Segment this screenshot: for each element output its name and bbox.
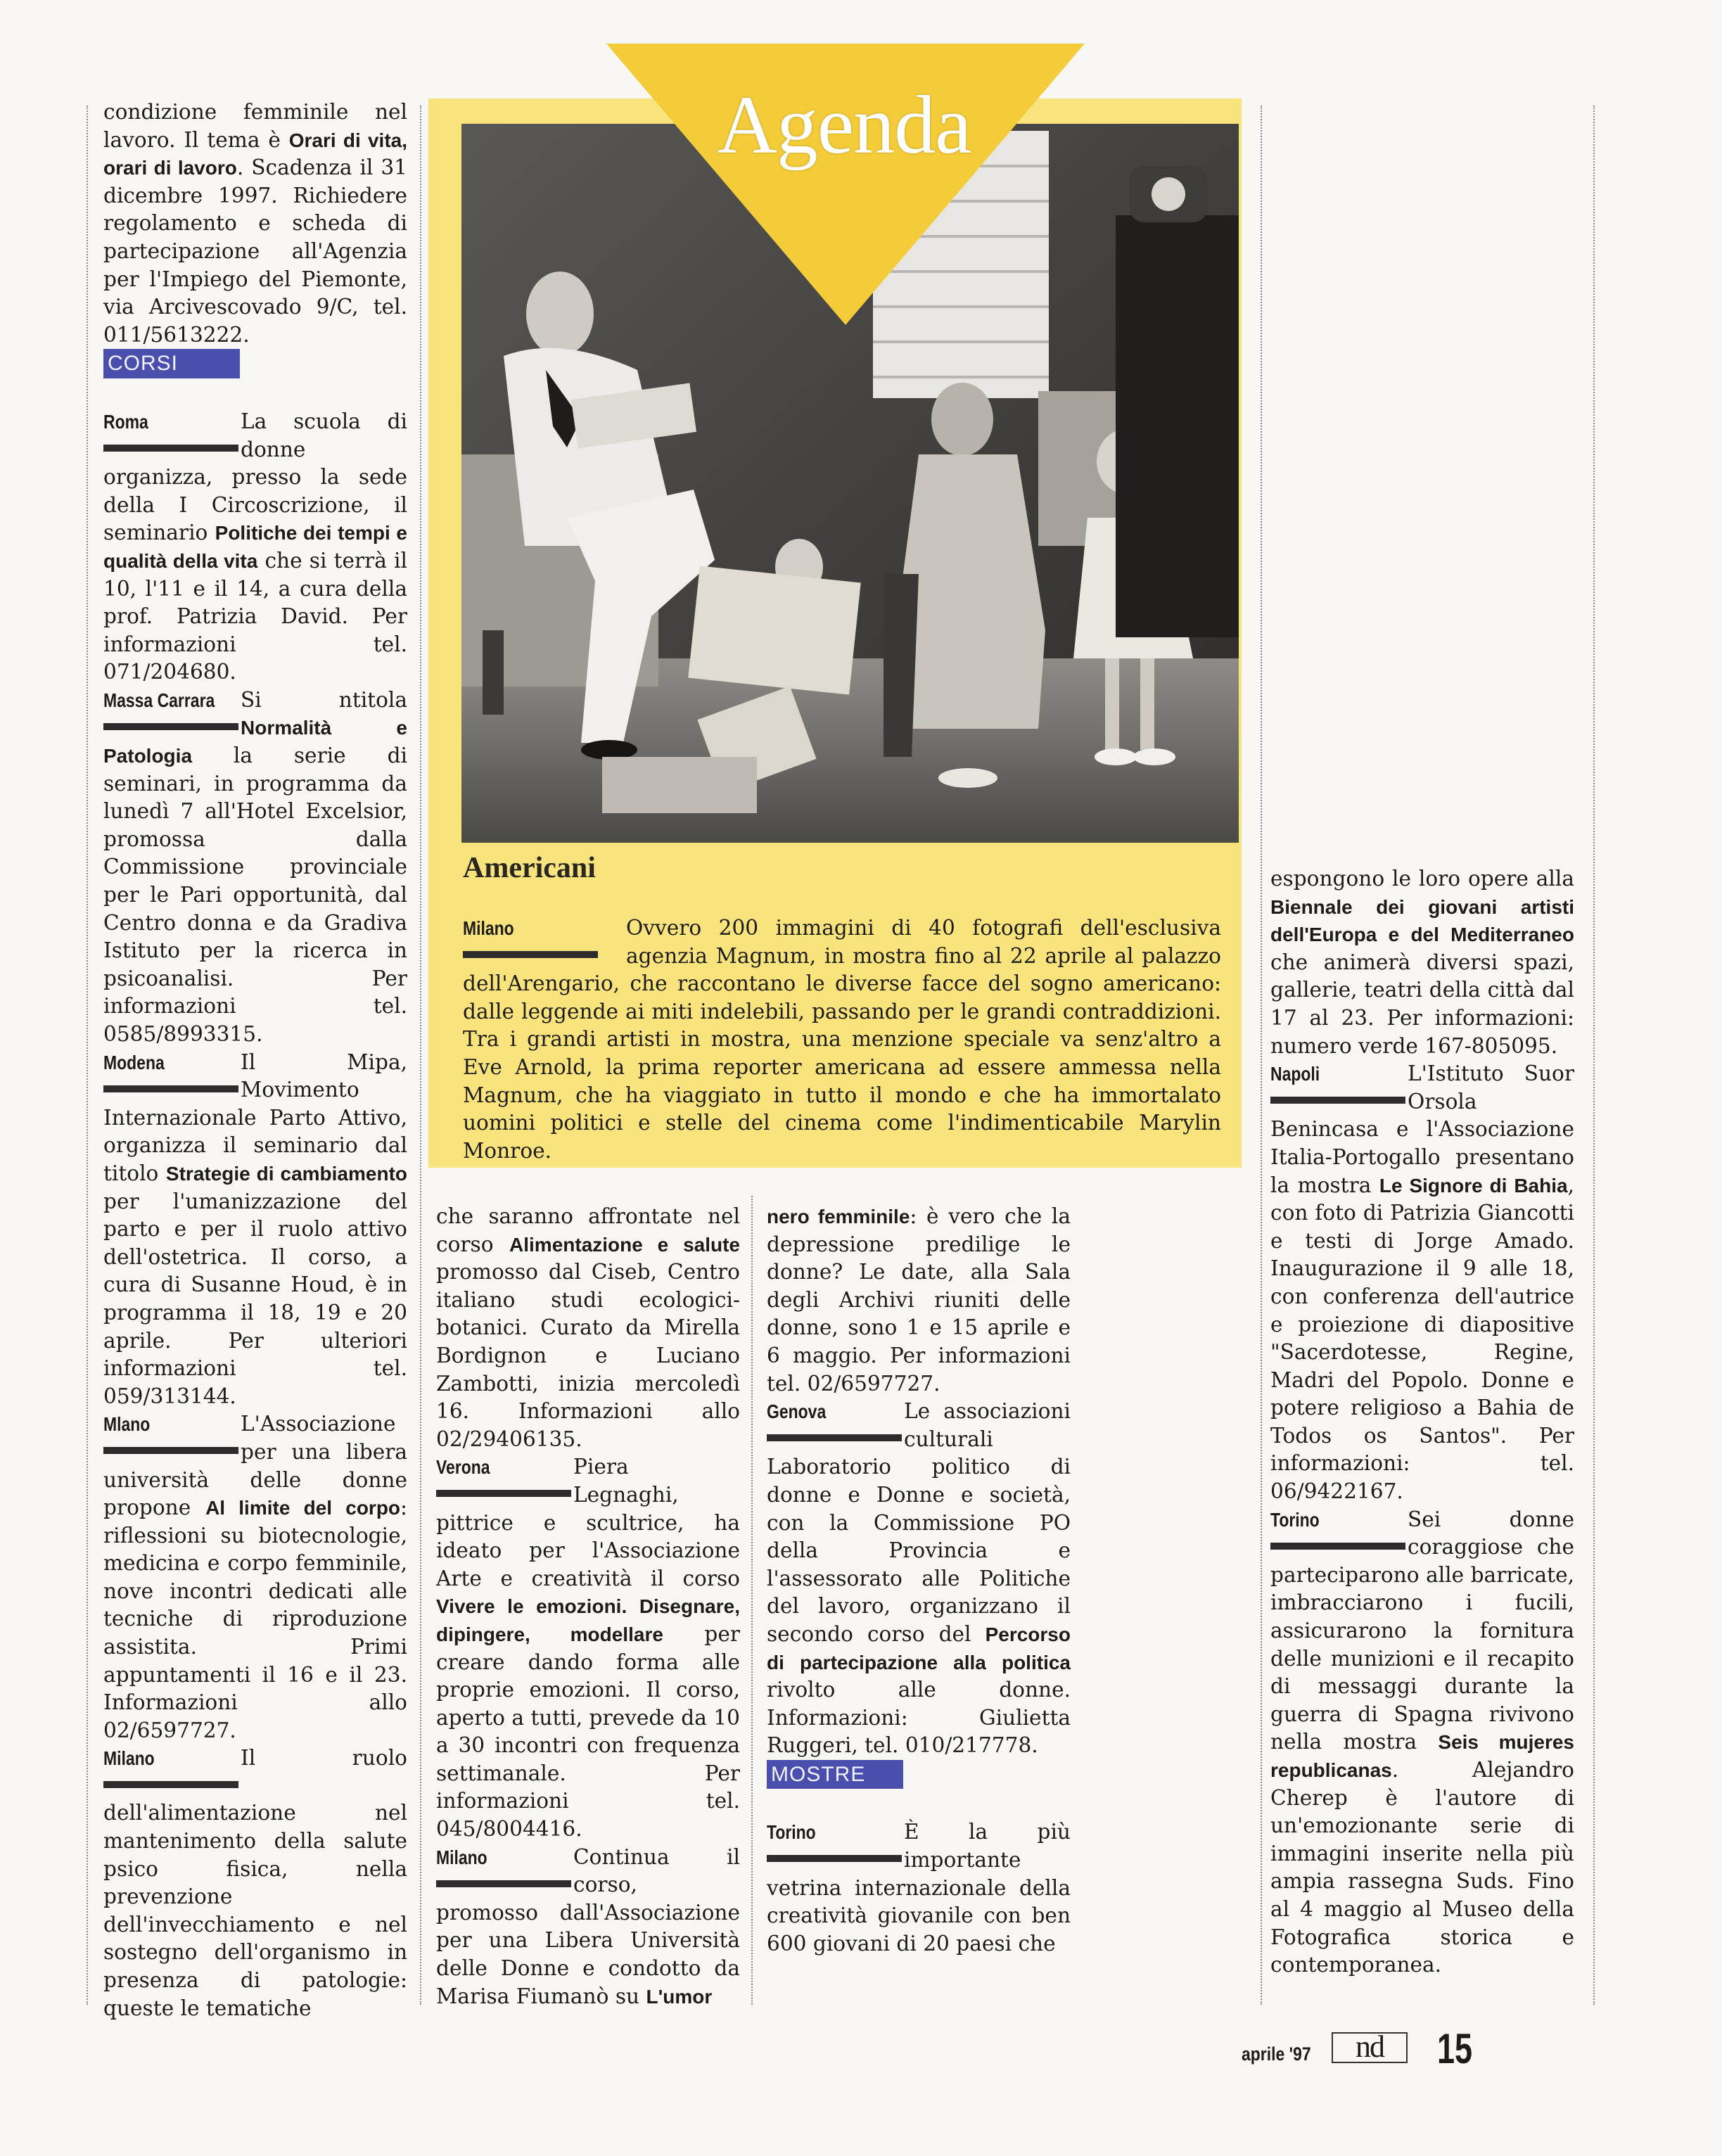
city-name: Modena (103, 1051, 165, 1073)
city-tag (1270, 1506, 1408, 1561)
page-number: 15 (1437, 2025, 1473, 2072)
entry-text: promosso dal Ciseb, Centro italiano studi ecologici-botanici. Curato da Mirella Bordignon e Luciano Zambotti, inizia mercoledì 16. Informazioni allo 02/29406135. (436, 1260, 740, 1451)
entry-text: , con foto di Patrizia Giancotti e testi di Jorge Amado. Inaugurazione il 9 alle 18, con conferenza dell'autrice e proiezione di diapositive "Sacerdotesse, Regine, Madri del Popolo. Donne e potere religioso a Bahia de Todos os Santos". Per informazioni: tel. 06/9422167. (1270, 1173, 1575, 1504)
city-bar (436, 1490, 571, 1497)
city-name: Torino (767, 1821, 816, 1844)
entry-text: la serie di seminari, in programma da lunedì 7 all'Hotel Excelsior, promossa dalla Commissione provinciale per le Pari opportunità, dal Centro donna e da Gradiva Istituto per la ricerca in psicoanalisi. Per informazioni tel. 0585/8993315. (103, 744, 407, 1046)
city-bar (1270, 1097, 1405, 1104)
city-bar (1270, 1543, 1405, 1550)
city-bar (436, 1880, 571, 1887)
entry-highlight: Vivere le emozioni. Disegnare, dipingere, modellare (436, 1595, 740, 1645)
city-name: Milano (103, 1747, 155, 1770)
city-bar (103, 1447, 238, 1454)
caption-city: Milano (463, 917, 514, 939)
intro-text: condizione femminile nel lavoro. Il tema è (103, 100, 407, 152)
intro-theme: Orari di vita, orari di lavoro (103, 129, 407, 179)
listing-entry (767, 1398, 1071, 1760)
listing-entry (767, 1818, 1071, 1958)
magazine-logo: nd (1332, 2032, 1408, 2063)
entry-text: Il Mipa, Movimento Internazionale Parto Attivo, organizza il seminario dal titolo (103, 1050, 407, 1185)
entry-highlight: Biennale dei giovani artisti dell'Europa e del Mediterraneo (1270, 895, 1574, 946)
city-bar (103, 723, 238, 730)
entry-text: Le associazioni culturali Laboratorio politico di donne e Donne e società, con la Commissione PO della Provincia e l'assessorato alle Politiche del lavoro, organizzano il secondo corso del (767, 1399, 1071, 1646)
city-tag (103, 1410, 241, 1465)
city-name: Torino (1270, 1508, 1320, 1531)
city-tag (436, 1453, 573, 1508)
entry-text: per creare dando forma alle proprie emozioni. Il corso, aperto a tutti, prevede da 10 a 30 incontri con frequenza settimanale. Per informazioni tel. 045/8004416. (436, 1621, 740, 1842)
column-rule (1593, 106, 1595, 2005)
listing-entry (1270, 1506, 1574, 1979)
column-rule (751, 1196, 753, 2005)
entry-highlight: nero femminile (767, 1206, 910, 1227)
city-tag (767, 1818, 904, 1873)
entry-text: espongono le loro opere alla (1270, 867, 1574, 891)
entry-highlight: Le Signore di Bahia (1379, 1174, 1568, 1197)
column-rule (87, 106, 88, 2005)
section-label-corsi: CORSI (103, 349, 240, 378)
entry-text: : riflessioni su biotecnologie, medicina e corpo femminile, nove incontri dedicati alle tecniche di riproduzione assistita. Primi appuntamenti il 16 e il 23. Informazioni allo 02/6597727. (103, 1495, 408, 1742)
listing-entry (103, 687, 407, 1049)
city-name: Mlano (103, 1413, 151, 1436)
caption-title: Americani (463, 852, 596, 884)
continued-paragraph (436, 1203, 740, 1453)
continued-paragraph (1270, 865, 1574, 1060)
listing-entry (103, 1410, 407, 1744)
entry-text: . Alejandro Cherep è l'autore di un'emozionante serie di immagini inserite nella più ampia rassegna Suds. Fino al 4 maggio al Museo della Fotografica storica e contemporanea. (1270, 1758, 1574, 1977)
listing-entry (103, 408, 407, 687)
city-bar (767, 1434, 902, 1441)
city-bar (767, 1855, 902, 1862)
issue-date: aprile '97 (1242, 2043, 1311, 2065)
listing-entry (436, 1453, 740, 1843)
city-tag (103, 408, 241, 463)
city-tag (767, 1398, 904, 1453)
listing-entry (436, 1844, 740, 2011)
city-name: Roma (103, 410, 148, 433)
entry-text: L'Associazione per una libera università delle donne propone (103, 1412, 407, 1520)
caption-text: Ovvero 200 immagini di 40 fotografi dell'esclusiva agenzia Magnum, in mostra fino al 22 aprile al palazzo dell'Arengario, che raccontano le diverse facce del sogno americano: dalle leggende ai miti indelebili, passando per le grandi contraddizioni. Tra i grandi artisti in mostra, una menzione speciale va senz'altro a Eve Arnold, la prima reporter americana ad essere ammessa nella Magnum, che ha viaggiato in tutto il mondo e che ha immortalato uomini politici e stelle del cinema come l'indimenticabile Marylin Monroe. (463, 916, 1221, 1163)
column-rule (1261, 106, 1262, 2005)
city-bar (463, 951, 598, 958)
listing-entry (1270, 1060, 1574, 1506)
city-name: Milano (436, 1846, 487, 1868)
city-bar (103, 445, 238, 452)
column-4 (1270, 865, 1574, 1979)
city-tag (436, 1844, 573, 1899)
city-bar (103, 1781, 238, 1788)
city-name: Genova (767, 1401, 827, 1423)
city-name: Massa Carrara (103, 689, 215, 711)
city-tag (103, 1744, 241, 1799)
entry-highlight: L'umor (646, 1985, 713, 2008)
entry-highlight: Al limite del corpo (205, 1497, 401, 1519)
column-rule (420, 106, 421, 2005)
column-1 (103, 98, 407, 2022)
intro-details: . Scadenza il 31 dicembre 1997. Richiedere regolamento e scheda di partecipazione all'Agenzia per l'Impiego del Piemonte, via Arcivescovado 9/C, tel. 011/5613222. (103, 155, 407, 347)
entry-text: che saranno affrontate nel corso (436, 1204, 740, 1256)
caption-body (463, 914, 1221, 1165)
caption-city-tag (463, 914, 626, 969)
entry-text: Continua il corso, promosso dall'Associazione per una Libera Università delle Donne e condotto da Marisa Fiumanò su (436, 1844, 740, 2008)
column-2 (436, 1203, 740, 2010)
intro-paragraph (103, 98, 407, 349)
continued-paragraph (767, 1203, 1071, 1398)
entry-text: : è vero che la depressione predilige le donne? Le date, alla Sala degli Archivi riuniti delle donne, sono 1 e 15 aprile e 6 maggio. Per informazioni tel. 02/6597727. (767, 1204, 1071, 1396)
entry-text: che animerà diversi spazi, gallerie, teatri della città dal 17 al 23. Per informazioni: numero verde 167-805095. (1270, 950, 1574, 1058)
entry-text: per l'umanizzazione del parto e per il ruolo attivo dell'ostetrica. Il corso, a cura di Susanne Houd, è in programma il 18, 19 e 20 aprile. Per ulteriori informazioni tel. 059/313144. (103, 1189, 407, 1408)
city-bar (103, 1085, 238, 1092)
entry-text: L'Istituto Suor Orsola Benincasa e l'Associazione Italia-Portogallo presentano la mostra (1270, 1061, 1574, 1197)
entry-text: Si ntitola (241, 687, 407, 712)
entry-highlight: Normalità e Patologia (103, 717, 407, 767)
city-tag (103, 1049, 241, 1104)
entry-highlight: Percorso di partecipazione alla politica (767, 1623, 1071, 1673)
column-3 (767, 1203, 1071, 1958)
entry-text: Sei donne coraggiose che parteciparono alle barricate, imbracciarono i fucili, assicurarono la fornitura delle munizioni e il recapito di messaggi durante la guerra di Spagna rivivono nella mostra (1270, 1507, 1574, 1754)
section-label-mostre: MOSTRE (767, 1760, 903, 1790)
entry-highlight: Seis mujeres republicanas (1270, 1731, 1574, 1781)
city-tag (103, 687, 241, 741)
entry-text: È la più importante vetrina internazionale della creatività giovanile con ben 600 giovani di 20 paesi che (767, 1820, 1071, 1956)
city-name: Napoli (1270, 1063, 1320, 1085)
entry-text: rivolto alle donne. Informazioni: Giulietta Ruggeri, tel. 010/217778. (767, 1678, 1071, 1758)
entry-highlight: Politiche dei tempi e qualità della vita (103, 522, 407, 572)
city-name: Verona (436, 1456, 490, 1479)
city-tag (1270, 1060, 1408, 1115)
entry-highlight: Strategie di cambiamento (165, 1162, 407, 1185)
listing-entry (103, 1744, 407, 2022)
listing-entry (103, 1049, 407, 1411)
entry-highlight: Alimentazione e salute (509, 1233, 740, 1256)
page-title: Agenda (717, 79, 971, 171)
entry-text: che si terrà il 10, l'11 e il 14, a cura della prof. Patrizia David. Per informazioni tel. 071/204680. (103, 548, 407, 684)
entry-text: La scuola di donne organizza, presso la sede della I Circoscrizione, il seminario (103, 409, 407, 545)
entry-text: Piera Legnaghi, pittrice e scultrice, ha ideato per l'Associazione Arte e creatività il corso (436, 1455, 740, 1590)
entry-text: Il ruolo dell'alimentazione nel mantenimento della salute psico fisica, nella prevenzione dell'invecchiamento e nel sostegno dell'organismo in presenza di patologie: queste le tematiche (103, 1746, 407, 2020)
